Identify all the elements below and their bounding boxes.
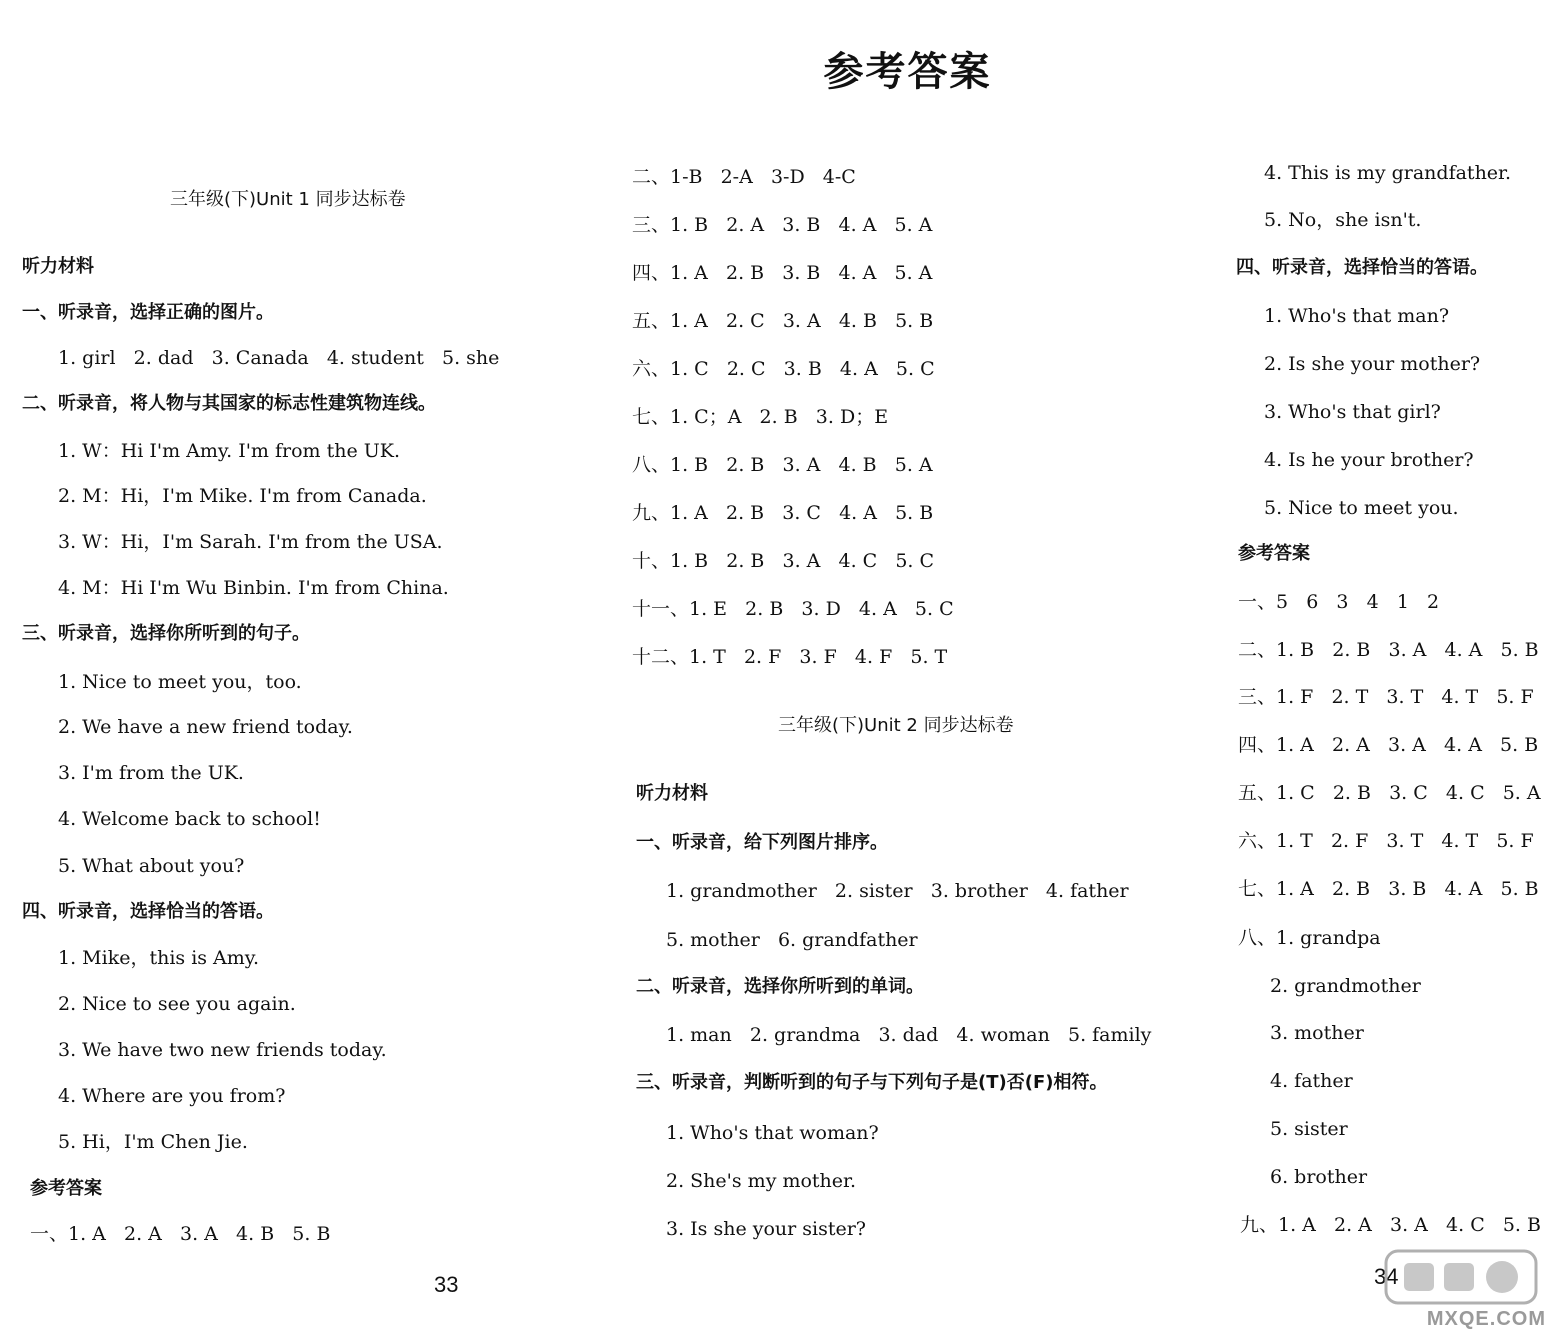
list-item: 2. She's my mother. — [666, 1170, 857, 1192]
answer-line: 五、1. A 2. C 3. A 4. B 5. B — [632, 310, 934, 332]
list-item: 3. Who's that girl? — [1264, 401, 1441, 423]
list-item: 5. Hi，I'm Chen Jie. — [58, 1131, 248, 1153]
list-item: 3. mother — [1270, 1022, 1364, 1044]
answer-line: 三、1. B 2. A 3. B 4. A 5. A — [632, 214, 933, 236]
page-number: 34 — [1374, 1264, 1399, 1289]
answer-line: 八、1. B 2. B 3. A 4. B 5. A — [632, 454, 933, 476]
answer-line: 一、5 6 3 4 1 2 — [1238, 591, 1440, 613]
list-item: 4. Welcome back to school! — [58, 808, 321, 830]
answer-line: 十、1. B 2. B 3. A 4. C 5. C — [632, 550, 935, 572]
list-item: 1. man 2. grandma 3. dad 4. woman 5. family — [666, 1024, 1152, 1046]
list-item: 2. grandmother — [1270, 975, 1421, 997]
question-heading: 一、听录音，选择正确的图片。 — [22, 302, 274, 323]
list-item: 1. Nice to meet you，too. — [58, 671, 302, 693]
unit2-title: 三年级(下)Unit 2 同步达标卷 — [778, 715, 1014, 736]
answer-line: 三、1. F 2. T 3. T 4. T 5. F — [1238, 686, 1534, 708]
question-heading: 三、听录音，选择你所听到的句子。 — [22, 623, 310, 644]
answer-line: 六、1. C 2. C 3. B 4. A 5. C — [632, 358, 935, 380]
answer-key-heading: 参考答案 — [30, 1178, 102, 1199]
list-item: 4. This is my grandfather. — [1264, 162, 1512, 184]
list-item: 4. Where are you from? — [58, 1085, 286, 1107]
list-item: 6. brother — [1270, 1166, 1368, 1188]
answer-line: 二、1. B 2. B 3. A 4. A 5. B — [1238, 639, 1539, 661]
page-title: 参考答案 — [823, 49, 992, 95]
question-heading: 四、听录音，选择恰当的答语。 — [1236, 257, 1488, 278]
list-item: 3. I'm from the UK. — [58, 762, 244, 784]
answer-line: 十一、1. E 2. B 3. D 4. A 5. C — [632, 598, 954, 620]
list-item: 4. M：Hi I'm Wu Binbin. I'm from China. — [58, 577, 449, 599]
answer-line: 六、1. T 2. F 3. T 4. T 5. F — [1238, 830, 1534, 852]
question-heading: 一、听录音，给下列图片排序。 — [636, 832, 888, 853]
list-item: 1. girl 2. dad 3. Canada 4. student 5. she — [58, 347, 500, 369]
list-item: 3. Is she your sister? — [666, 1218, 866, 1240]
answer-line: 七、1. C；A 2. B 3. D；E — [632, 406, 889, 428]
answer-line: 二、1-B 2-A 3-D 4-C — [632, 166, 856, 188]
list-item: 3. W：Hi，I'm Sarah. I'm from the USA. — [58, 531, 443, 553]
answer-line: 四、1. A 2. A 3. A 4. A 5. B — [1238, 734, 1539, 756]
answer-key-heading: 参考答案 — [1238, 543, 1310, 564]
list-item: 1. Mike，this is Amy. — [58, 947, 260, 969]
list-item: 1. W：Hi I'm Amy. I'm from the UK. — [58, 440, 400, 462]
question-heading: 二、听录音，将人物与其国家的标志性建筑物连线。 — [22, 393, 436, 414]
page-number: 33 — [434, 1272, 459, 1297]
listening-material-heading: 听力材料 — [22, 256, 94, 277]
answer-line: 一、1. A 2. A 3. A 4. B 5. B — [30, 1223, 331, 1245]
list-item: 5. mother 6. grandfather — [666, 929, 918, 951]
answer-line: 四、1. A 2. B 3. B 4. A 5. A — [632, 262, 933, 284]
list-item: 5. sister — [1270, 1118, 1348, 1140]
list-item: 1. Who's that woman? — [666, 1122, 879, 1144]
question-heading: 三、听录音，判断听到的句子与下列句子是(T)否(F)相符。 — [636, 1072, 1108, 1093]
unit1-title: 三年级(下)Unit 1 同步达标卷 — [170, 189, 406, 210]
list-item: 4. Is he your brother? — [1264, 449, 1474, 471]
answer-line: 五、1. C 2. B 3. C 4. C 5. A — [1238, 782, 1541, 804]
watermark-text: MXQE.COM — [1426, 1308, 1546, 1330]
list-item: 2. M：Hi，I'm Mike. I'm from Canada. — [58, 485, 427, 507]
list-item: 2. Nice to see you again. — [58, 993, 296, 1015]
list-item: 1. Who's that man? — [1264, 305, 1450, 327]
list-item: 4. father — [1270, 1070, 1353, 1092]
list-item: 2. We have a new friend today. — [58, 716, 353, 738]
answer-line: 十二、1. T 2. F 3. F 4. F 5. T — [632, 646, 948, 668]
answer-line: 八、1. grandpa — [1238, 927, 1381, 949]
question-heading: 二、听录音，选择你所听到的单词。 — [636, 976, 924, 997]
list-item: 2. Is she your mother? — [1264, 353, 1481, 375]
answer-line: 九、1. A 2. A 3. A 4. C 5. B — [1240, 1214, 1541, 1236]
question-heading: 四、听录音，选择恰当的答语。 — [22, 901, 274, 922]
list-item: 5. Nice to meet you. — [1264, 497, 1459, 519]
answer-line: 七、1. A 2. B 3. B 4. A 5. B — [1238, 878, 1539, 900]
listening-material-heading: 听力材料 — [636, 783, 708, 804]
answer-line: 九、1. A 2. B 3. C 4. A 5. B — [632, 502, 934, 524]
list-item: 5. No，she isn't. — [1264, 209, 1422, 231]
list-item: 5. What about you? — [58, 855, 245, 877]
list-item: 3. We have two new friends today. — [58, 1039, 387, 1061]
list-item: 1. grandmother 2. sister 3. brother 4. father — [666, 880, 1129, 902]
